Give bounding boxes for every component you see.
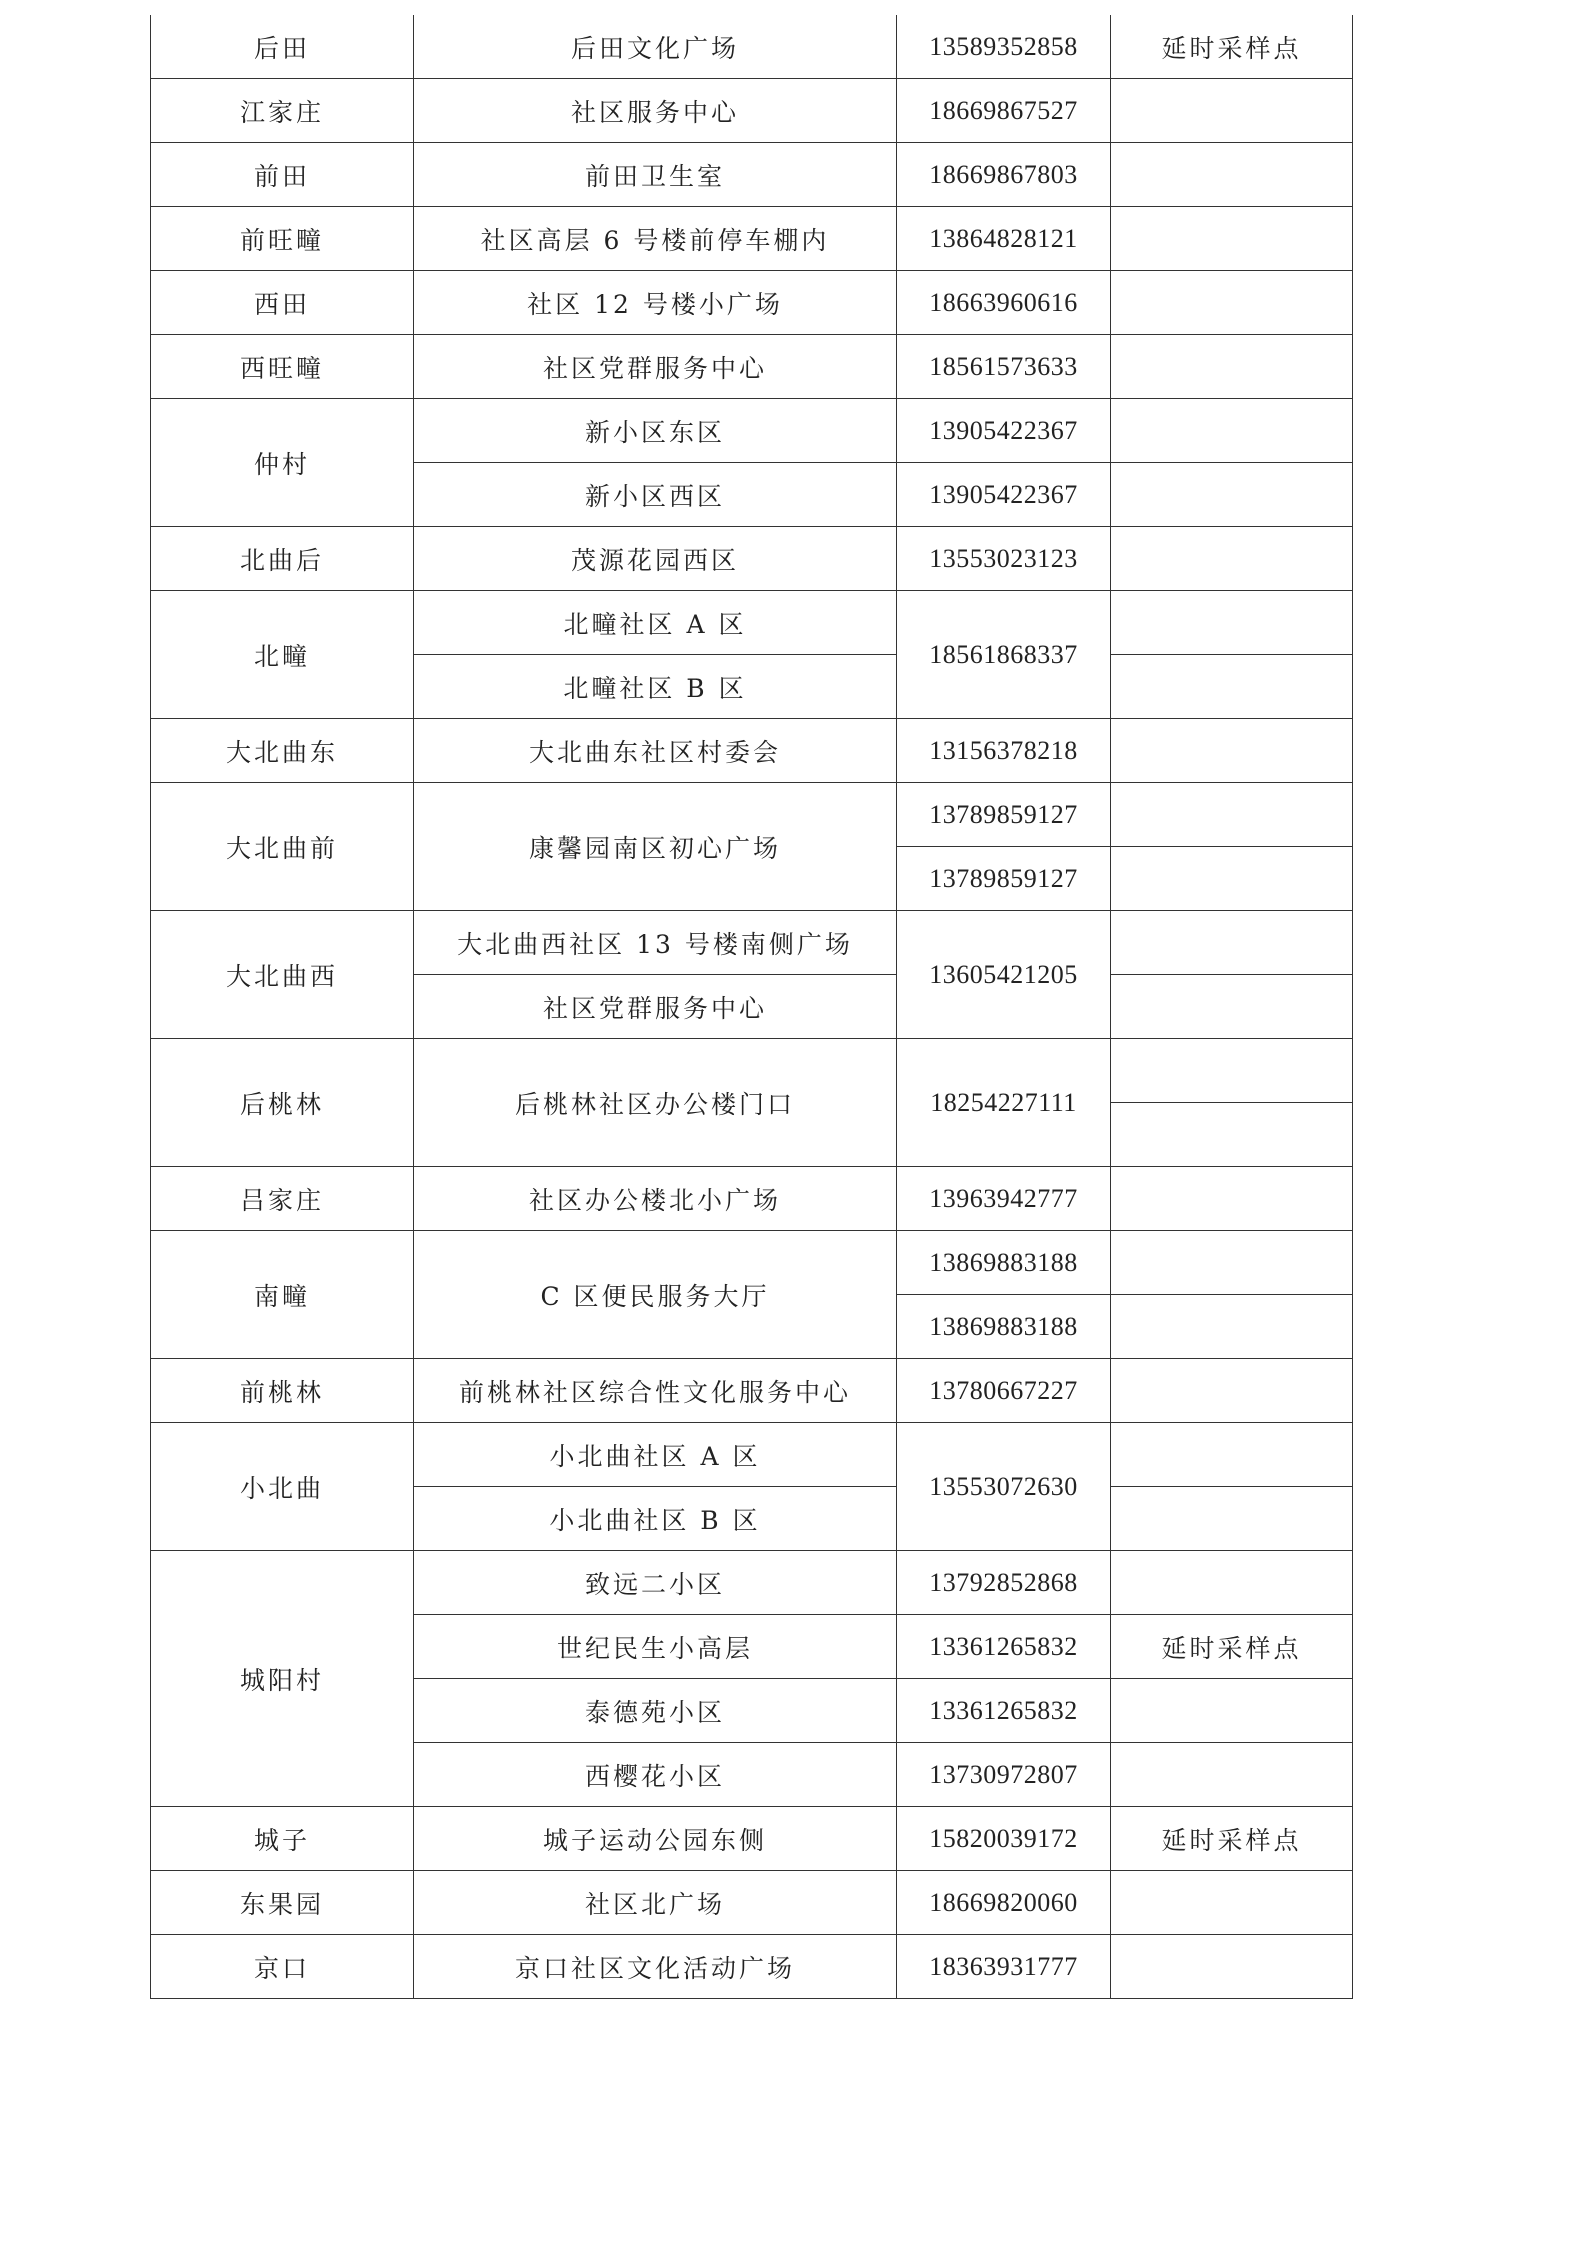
site-cell: 社区办公楼北小广场 [414,1167,897,1231]
table-row [151,15,1353,79]
site-cell: 西樱花小区 [414,1743,897,1807]
note-cell [1111,463,1353,527]
community-cell: 北疃 [151,591,414,719]
phone-cell: 13905422367 [897,399,1111,463]
phone-cell: 13905422367 [897,463,1111,527]
note-cell [1111,719,1353,783]
note-cell [1111,847,1353,911]
phone-cell: 13589352858 [897,15,1111,79]
community-cell: 江家庄 [151,79,414,143]
site-cell: 京口社区文化活动广场 [414,1935,897,1999]
site-cell: 北疃社区 A 区 [414,591,897,655]
table-row [151,1167,1353,1231]
community-cell: 西旺疃 [151,335,414,399]
community-cell: 城子 [151,1807,414,1871]
site-cell: 新小区西区 [414,463,897,527]
table-row [151,1423,1353,1487]
note-cell [1111,143,1353,207]
phone-cell: 13963942777 [897,1167,1111,1231]
phone-cell: 13553023123 [897,527,1111,591]
phone-cell: 13361265832 [897,1679,1111,1743]
site-cell: 大北曲东社区村委会 [414,719,897,783]
community-cell: 后桃林 [151,1039,414,1167]
note-cell [1111,591,1353,655]
site-cell: 社区党群服务中心 [414,335,897,399]
table-row [151,1039,1353,1103]
note-cell [1111,399,1353,463]
note-cell [1111,1551,1353,1615]
phone-cell: 13869883188 [897,1295,1111,1359]
note-cell: 延时采样点 [1111,1615,1353,1679]
note-cell [1111,1359,1353,1423]
site-cell: 大北曲西社区 13 号楼南侧广场 [414,911,897,975]
community-cell: 南疃 [151,1231,414,1359]
site-cell: 社区服务中心 [414,79,897,143]
table-row [151,1359,1353,1423]
note-cell [1111,1423,1353,1487]
note-cell [1111,1743,1353,1807]
community-cell: 西田 [151,271,414,335]
table-row [151,1231,1353,1295]
note-cell [1111,1935,1353,1999]
community-cell: 前旺疃 [151,207,414,271]
community-cell: 大北曲西 [151,911,414,1039]
note-cell [1111,1167,1353,1231]
table-row [151,783,1353,847]
note-cell [1111,911,1353,975]
note-cell [1111,975,1353,1039]
table-row [151,335,1353,399]
site-cell: 小北曲社区 A 区 [414,1423,897,1487]
note-cell [1111,783,1353,847]
community-cell: 东果园 [151,1871,414,1935]
community-cell: 前田 [151,143,414,207]
site-cell: 前田卫生室 [414,143,897,207]
table-row [151,1551,1353,1615]
table-row [151,399,1353,463]
site-cell: 泰德苑小区 [414,1679,897,1743]
site-cell: 茂源花园西区 [414,527,897,591]
community-cell: 后田 [151,15,414,79]
note-cell [1111,335,1353,399]
phone-cell: 13730972807 [897,1743,1111,1807]
note-cell [1111,1103,1353,1167]
note-cell [1111,527,1353,591]
site-cell: 后田文化广场 [414,15,897,79]
phone-cell: 18669867527 [897,79,1111,143]
community-cell: 城阳村 [151,1551,414,1807]
note-cell: 延时采样点 [1111,1807,1353,1871]
phone-cell: 18254227111 [897,1039,1111,1167]
table-row [151,719,1353,783]
site-cell: 社区党群服务中心 [414,975,897,1039]
community-cell: 大北曲前 [151,783,414,911]
phone-cell: 15820039172 [897,1807,1111,1871]
site-cell: 城子运动公园东侧 [414,1807,897,1871]
phone-cell: 13789859127 [897,783,1111,847]
table-row [151,143,1353,207]
note-cell [1111,271,1353,335]
site-cell: 小北曲社区 B 区 [414,1487,897,1551]
community-cell: 大北曲东 [151,719,414,783]
community-cell: 仲村 [151,399,414,527]
site-cell: 致远二小区 [414,1551,897,1615]
phone-cell: 18561868337 [897,591,1111,719]
phone-cell: 13869883188 [897,1231,1111,1295]
sampling-site-table-page [150,15,1353,1999]
phone-cell: 18663960616 [897,271,1111,335]
phone-cell: 13789859127 [897,847,1111,911]
community-cell: 前桃林 [151,1359,414,1423]
community-cell: 小北曲 [151,1423,414,1551]
community-cell: 京口 [151,1935,414,1999]
phone-cell: 13605421205 [897,911,1111,1039]
note-cell [1111,655,1353,719]
phone-cell: 13156378218 [897,719,1111,783]
site-cell: 社区北广场 [414,1871,897,1935]
note-cell [1111,1295,1353,1359]
site-cell: 新小区东区 [414,399,897,463]
table-row [151,1935,1353,1999]
phone-cell: 13780667227 [897,1359,1111,1423]
phone-cell: 18561573633 [897,335,1111,399]
site-cell: 后桃林社区办公楼门口 [414,1039,897,1167]
table-row [151,207,1353,271]
note-cell [1111,1231,1353,1295]
note-cell [1111,207,1353,271]
table-row [151,1807,1353,1871]
site-cell: 社区 12 号楼小广场 [414,271,897,335]
community-cell: 北曲后 [151,527,414,591]
site-cell: 前桃林社区综合性文化服务中心 [414,1359,897,1423]
phone-cell: 18363931777 [897,1935,1111,1999]
site-cell: 世纪民生小高层 [414,1615,897,1679]
note-cell [1111,1487,1353,1551]
site-cell: C 区便民服务大厅 [414,1231,897,1359]
phone-cell: 13361265832 [897,1615,1111,1679]
table-row [151,271,1353,335]
site-cell: 北疃社区 B 区 [414,655,897,719]
community-cell: 吕家庄 [151,1167,414,1231]
table-row [151,79,1353,143]
phone-cell: 13864828121 [897,207,1111,271]
phone-cell: 18669867803 [897,143,1111,207]
table-row [151,911,1353,975]
note-cell [1111,1039,1353,1103]
note-cell [1111,1871,1353,1935]
table-row [151,527,1353,591]
phone-cell: 13792852868 [897,1551,1111,1615]
sampling-site-table [150,15,1353,1999]
phone-cell: 13553072630 [897,1423,1111,1551]
note-cell [1111,79,1353,143]
note-cell [1111,1679,1353,1743]
table-row [151,591,1353,655]
phone-cell: 18669820060 [897,1871,1111,1935]
note-cell: 延时采样点 [1111,15,1353,79]
site-cell: 康馨园南区初心广场 [414,783,897,911]
site-cell: 社区高层 6 号楼前停车棚内 [414,207,897,271]
table-row [151,1871,1353,1935]
